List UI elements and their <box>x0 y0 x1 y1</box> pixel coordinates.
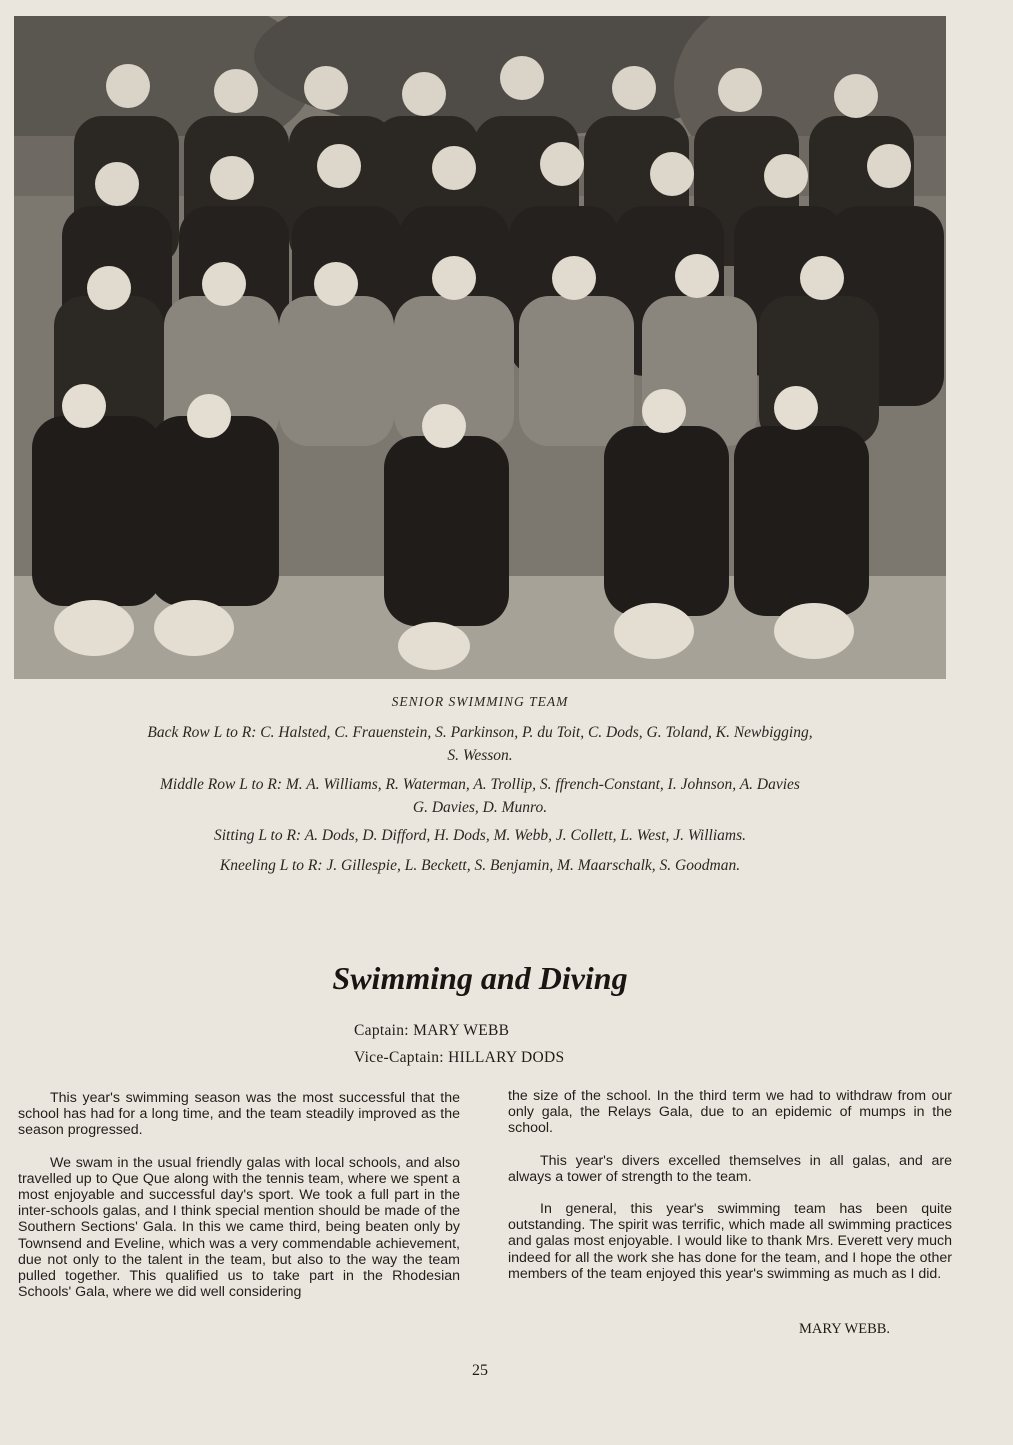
paragraph: This year's divers excelled themselves in all galas, and are always a tower of strength to the team. <box>508 1152 952 1185</box>
team-photograph <box>14 16 946 679</box>
article-title: Swimming and Diving <box>332 960 628 996</box>
vice-captain-line <box>354 1049 564 1067</box>
captain-line <box>354 1022 509 1040</box>
article-column-left <box>18 1090 460 1316</box>
vice-captain-label: Vice-Captain: <box>354 1049 444 1066</box>
paragraph: We swam in the usual friendly galas with local schools, and also travelled up to Que Que along with the tennis team, where we spent a most enjoyable and successful day's sport. We took a full part in the inter-schools galas, and I think special mention should be made of the Southern Sections' Gala. In this we came third, being beaten only by Townsend and Eveline, which was a very commendable achievement, due not only to the talent in the team, but also to the way the team pulled together. This qualified us to take part in the Rhodesian Schools' Gala, where we did well considering <box>18 1154 460 1301</box>
author-signature: MARY WEBB. <box>799 1321 891 1337</box>
page-number: 25 <box>472 1362 488 1379</box>
caption-middle-row-cont: G. Davies, D. Munro. <box>412 799 548 816</box>
photo-caption-title: SENIOR SWIMMING TEAM <box>391 694 569 709</box>
paragraph: This year's swimming season was the most successful that the school has had for a long time, and the team steadily improved as the season progressed. <box>18 1090 460 1139</box>
article-column-right <box>508 1088 952 1298</box>
caption-back-row: Back Row L to R: C. Halsted, C. Frauenstein, S. Parkinson, P. du Toit, C. Dods, G. Toland, K. Newbigging, <box>147 724 813 741</box>
paragraph: In general, this year's swimming team has been quite outstanding. The spirit was terrific, which made all swimming practices and galas most enjoyable. I would like to thank Mrs. Everett very much indeed for all the work she has done for the team, and I hope the other members of the team enjoyed this year's swimming as much as I did. <box>508 1201 952 1282</box>
caption-sitting-row: Sitting L to R: A. Dods, D. Difford, H. Dods, M. Webb, J. Collett, L. West, J. Williams. <box>213 827 747 844</box>
photo-illustration <box>14 16 946 679</box>
caption-back-row-cont: S. Wesson. <box>447 747 513 764</box>
captain-label: Captain: <box>354 1022 409 1039</box>
paragraph: the size of the school. In the third term we had to withdraw from our only gala, the Relays Gala, due to an epidemic of mumps in the school. <box>508 1088 952 1137</box>
vice-captain-name: HILLARY DODS <box>448 1049 565 1066</box>
captain-name: MARY WEBB <box>413 1022 510 1039</box>
caption-kneeling-row: Kneeling L to R: J. Gillespie, L. Beckett, S. Benjamin, M. Maarschalk, S. Goodman. <box>219 857 741 874</box>
caption-middle-row: Middle Row L to R: M. A. Williams, R. Waterman, A. Trollip, S. ffrench-Constant, I. Johnson, A. Davies <box>160 776 800 793</box>
